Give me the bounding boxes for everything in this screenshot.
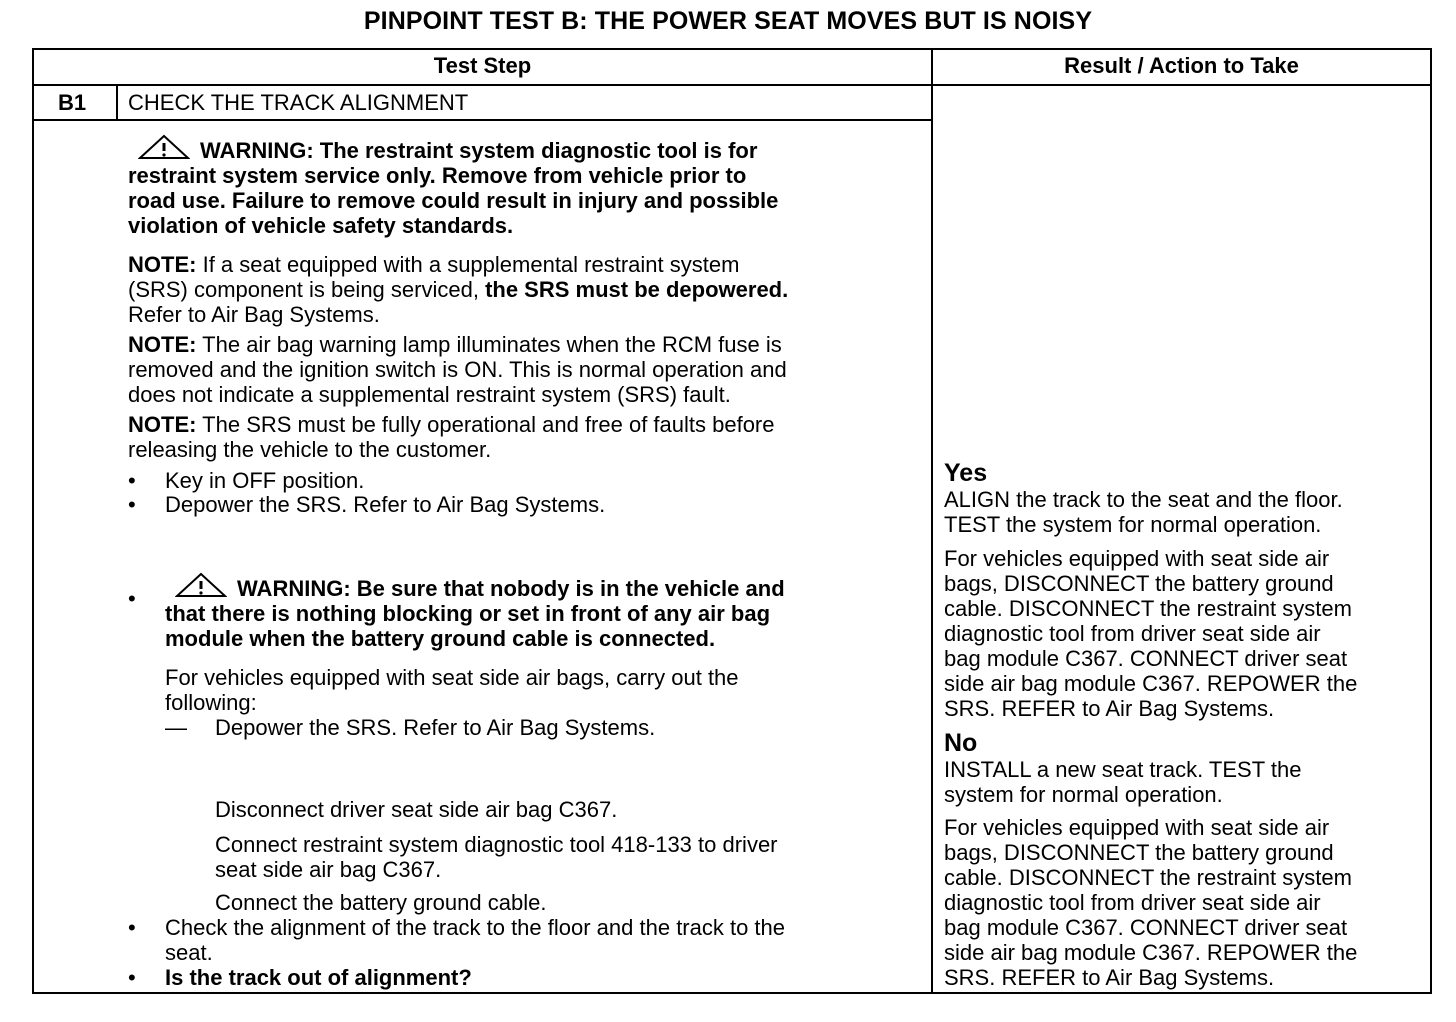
- result-line: side air bag module C367. REPOWER the: [944, 671, 1358, 696]
- warning-2: [165, 572, 785, 651]
- result-line: side air bag module C367. REPOWER the: [944, 940, 1358, 965]
- check-step-text: Check the alignment of the track to the floor and the track to the: [165, 915, 786, 940]
- warning-triangle-icon: [175, 572, 227, 598]
- no-action-text: INSTALL a new seat track. TEST the: [944, 757, 1302, 782]
- warning-1-line: restraint system service only. Remove from vehicle prior to: [128, 163, 747, 188]
- yes-side-bags: [944, 546, 1357, 721]
- warning-triangle-icon: [138, 134, 190, 160]
- note-text: Refer to Air Bag Systems.: [128, 302, 380, 327]
- note-text: releasing the vehicle to the customer.: [128, 437, 492, 462]
- note-text: The SRS must be fully operational and free of faults before: [202, 412, 775, 437]
- side-bags-text: For vehicles equipped with seat side air bags, carry out the: [165, 665, 739, 690]
- sub-step: Connect the battery ground cable.: [215, 890, 547, 915]
- bullet-marker: •: [128, 915, 136, 940]
- no-label: No: [944, 729, 978, 757]
- note-1: [128, 252, 788, 327]
- question: Is the track out of alignment?: [165, 965, 472, 990]
- note-text: does not indicate a supplemental restraint system (SRS) fault.: [128, 382, 731, 407]
- step-name: CHECK THE TRACK ALIGNMENT: [128, 90, 469, 115]
- step-id: B1: [58, 90, 87, 115]
- warning-1-line: WARNING: The restraint system diagnostic tool is for: [200, 138, 758, 163]
- column-divider: [931, 48, 933, 994]
- result-line: For vehicles equipped with seat side air: [944, 546, 1330, 571]
- bullet-marker: •: [128, 468, 136, 493]
- note-3: [128, 412, 775, 462]
- sub-step: [215, 832, 778, 882]
- sub-step-text: seat side air bag C367.: [215, 857, 442, 882]
- yes-label: Yes: [944, 459, 988, 487]
- bullet-marker: •: [128, 965, 136, 990]
- note-text: If a seat equipped with a supplemental restraint system: [202, 252, 740, 277]
- note-2: [128, 332, 787, 407]
- result-line: For vehicles equipped with seat side air: [944, 815, 1330, 840]
- side-bags-intro: [165, 665, 739, 715]
- yes-action: [944, 487, 1343, 537]
- bullet-item: Key in OFF position.: [165, 468, 365, 493]
- sub-step: Disconnect driver seat side air bag C367.: [215, 797, 618, 822]
- note-emphasis: the SRS must be depowered.: [485, 277, 789, 302]
- bullet-marker: •: [128, 586, 136, 611]
- check-step: [165, 915, 785, 965]
- no-action-text: system for normal operation.: [944, 782, 1223, 807]
- note-text: The air bag warning lamp illuminates when the RCM fuse is: [202, 332, 782, 357]
- warning-2-line: that there is nothing blocking or set in front of any air bag: [165, 601, 771, 626]
- result-line: diagnostic tool from driver seat side air: [944, 621, 1321, 646]
- dash-marker: —: [165, 715, 187, 740]
- result-line: cable. DISCONNECT the restraint system: [944, 865, 1352, 890]
- side-bags-text: following:: [165, 690, 257, 715]
- result-line: bags, DISCONNECT the battery ground: [944, 571, 1334, 596]
- no-side-bags: [944, 815, 1357, 990]
- step-id-divider: [116, 84, 118, 121]
- header-divider: [32, 84, 1432, 86]
- note-text: (SRS) component is being serviced,: [128, 277, 486, 302]
- step-divider: [32, 119, 933, 121]
- result-line: diagnostic tool from driver seat side air: [944, 890, 1321, 915]
- bullet-item: Depower the SRS. Refer to Air Bag Systems.: [165, 492, 606, 517]
- check-step-text: seat.: [165, 940, 213, 965]
- note-label: NOTE:: [128, 332, 197, 357]
- warning-2-line: module when the battery ground cable is connected.: [165, 626, 716, 651]
- warning-1-line: violation of vehicle safety standards.: [128, 213, 514, 238]
- result-line: bag module C367. CONNECT driver seat: [944, 915, 1348, 940]
- warning-2-line: WARNING: Be sure that nobody is in the vehicle and: [237, 576, 785, 601]
- result-line: SRS. REFER to Air Bag Systems.: [944, 696, 1275, 721]
- result-line: bag module C367. CONNECT driver seat: [944, 646, 1348, 671]
- bullet-marker: •: [128, 492, 136, 517]
- yes-action-text: TEST the system for normal operation.: [944, 512, 1322, 537]
- page-title: PINPOINT TEST B: THE POWER SEAT MOVES BUT IS NOISY: [363, 7, 1093, 35]
- sub-step-text: Connect restraint system diagnostic tool 418-133 to driver: [215, 832, 778, 857]
- result-line: cable. DISCONNECT the restraint system: [944, 596, 1352, 621]
- no-action: [944, 757, 1301, 807]
- note-label: NOTE:: [128, 252, 197, 277]
- warning-1-line: road use. Failure to remove could result in injury and possible: [128, 188, 779, 213]
- header-test-step: Test Step: [433, 53, 532, 78]
- warning-1: [128, 134, 778, 238]
- header-result: Result / Action to Take: [1064, 53, 1299, 78]
- note-text: removed and the ignition switch is ON. This is normal operation and: [128, 357, 787, 382]
- result-line: SRS. REFER to Air Bag Systems.: [944, 965, 1275, 990]
- yes-action-text: ALIGN the track to the seat and the floor.: [944, 487, 1343, 512]
- dash-item: Depower the SRS. Refer to Air Bag Systems.: [215, 715, 656, 740]
- note-label: NOTE:: [128, 412, 197, 437]
- result-line: bags, DISCONNECT the battery ground: [944, 840, 1334, 865]
